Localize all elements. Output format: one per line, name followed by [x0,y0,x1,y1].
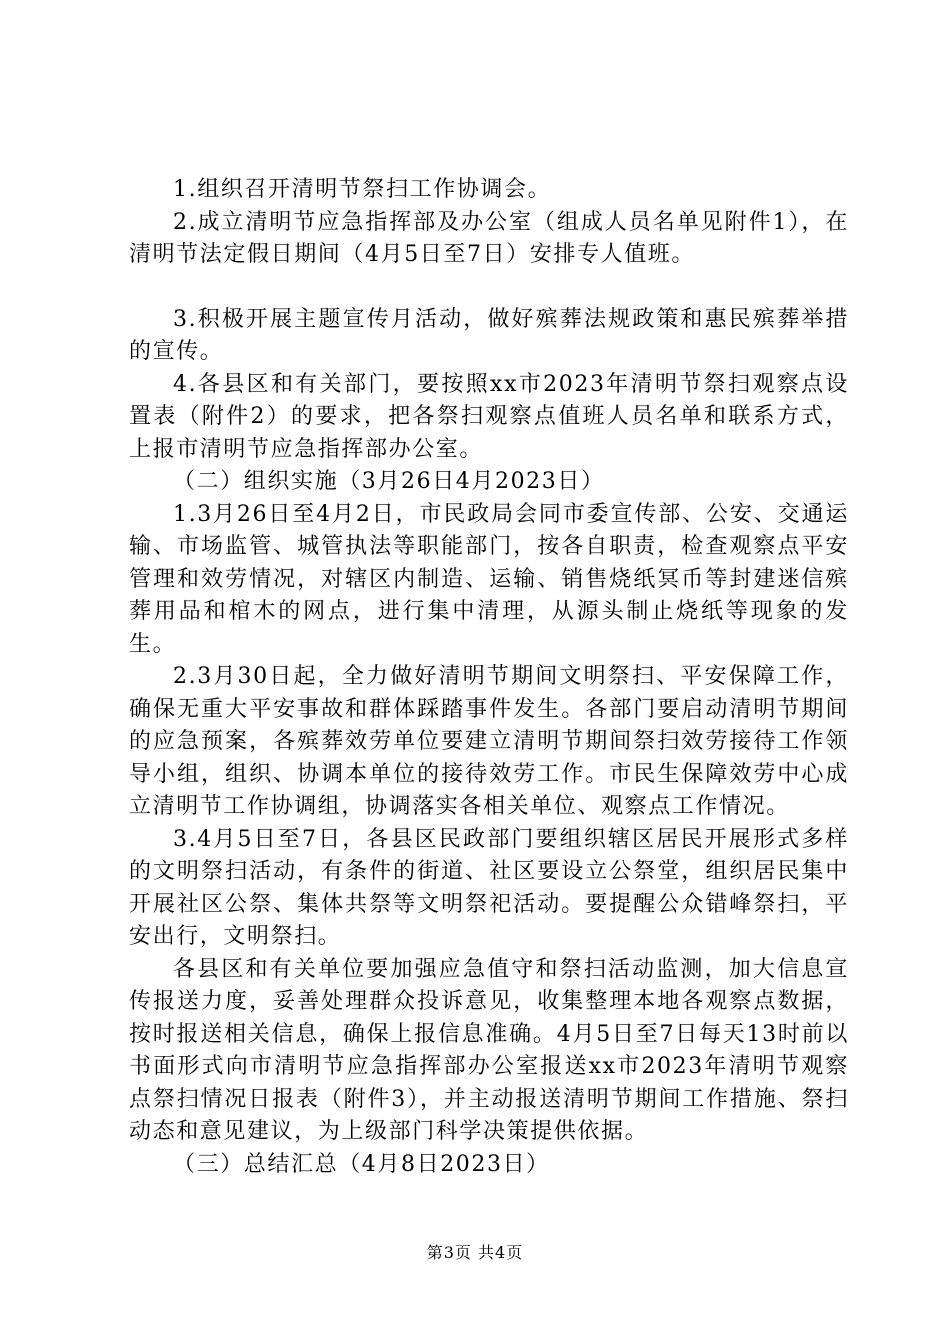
paragraph-item-4: 4.各县区和有关部门，要按照xx市2023年清明节祭扫观察点设置表（附件2）的要求，把各祭扫观察点值班人员名单和联系方式，上报市清明节应急指挥部办公室。 [129,371,849,462]
section-heading-summary: （三）总结汇总（4月8日2023日） [173,1151,550,1177]
paragraph-implement-2: 2.3月30日起，全力做好清明节期间文明祭扫、平安保障工作，确保无重大平安事故和群体踩踏事件发生。各部门要启动清明节期间的应急预案，各殡葬效劳单位要建立清明节期间祭扫效劳接待工作领导小组，组织、协调本单位的接待效劳工作。市民生保障效劳中心成立清明节工作协调组，协调落实各相关单位、观察点工作情况。 [129,664,849,819]
paragraph-item-3: 3.积极开展主题宣传月活动，做好殡葬法规政策和惠民殡葬举措的宣传。 [129,306,849,364]
page-number-footer: 第3页 共4页 [426,1243,524,1262]
paragraph-reporting: 各县区和有关单位要加强应急值守和祭扫活动监测，加大信息宣传报送力度，妥善处理群众投诉意见，收集整理本地各观察点数据，按时报送相关信息，确保上报信息准确。4月5日至7日每天13时前以书面形式向市清明节应急指挥部办公室报送xx市2023年清明节观察点祭扫情况日报表（附件3），并主动报送清明节期间工作措施、祭扫动态和意见建议，为上级部门科学决策提供依据。 [129,956,849,1144]
section-heading-organize: （二）组织实施（3月26日4月2023日） [173,469,605,494]
paragraph-item-1: 1.组织召开清明节祭扫工作协调会。 [173,177,552,202]
document-body [129,174,849,1181]
paragraph-implement-3: 3.4月5日至7日，各县区民政部门要组织辖区居民开展形式多样的文明祭扫活动，有条件的街道、社区要设立公祭堂，组织居民集中开展社区公祭、集体共祭等文明祭祀活动。要提醒公众错峰祭扫，平安出行，文明祭扫。 [129,826,849,949]
paragraph-item-2: 2.成立清明节应急指挥部及办公室（组成人员名单见附件1），在清明节法定假日期间（4月5日至7日）安排专人值班。 [129,209,849,267]
paragraph-implement-1: 1.3月26日至4月2日，市民政局会同市委宣传部、公安、交通运输、市场监管、城管执法等职能部门，按各自职责，检查观察点平安管理和效劳情况，对辖区内制造、运输、销售烧纸冥币等封建迷信殡葬用品和棺木的网点，进行集中清理，从源头制止烧纸等现象的发生。 [129,501,849,657]
